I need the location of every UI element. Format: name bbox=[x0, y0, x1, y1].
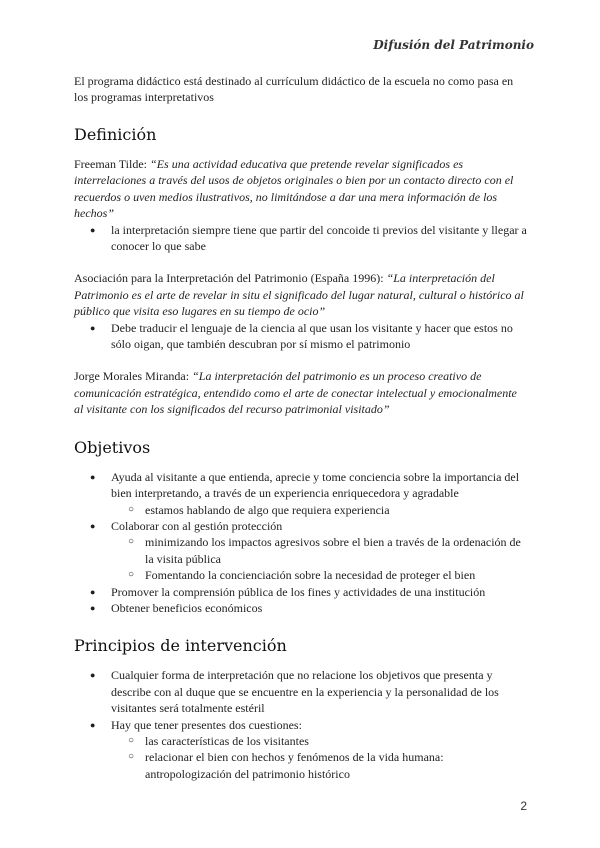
circle-bullet-icon: ○ bbox=[128, 536, 135, 548]
list-item: ● Hay que tener presentes dos cuestiones: ○ las características de los visitantes ○ relacionar el bien con hechos y fenómenos de la vida humana: antropologización del patrimonio histórico bbox=[74, 717, 529, 783]
asociacion-bullets bbox=[74, 320, 529, 353]
heading-objetivos: Objetivos bbox=[74, 437, 151, 457]
bullet-icon: ● bbox=[90, 586, 96, 597]
quote-morales: “La interpretación del patrimonio es un proceso creativo de comunicación estratégica, entendido como el arte de conectar intelectual y emocionalmente al visitante con los significados del recurso patrimonial visitado” bbox=[74, 369, 517, 417]
list-item: ○ minimizando los impactos agresivos sobre el bien a través de la ordenación de la visita pública bbox=[128, 535, 521, 566]
page-body bbox=[74, 73, 529, 782]
list-item: ● Cualquier forma de interpretación que no relacione los objetivos que presenta y describe con al duque que se encuentre en la experiencia y la personalidad de los visitantes será totalmente estéril bbox=[90, 668, 499, 716]
bullet-icon: ● bbox=[90, 719, 96, 730]
circle-bullet-icon: ○ bbox=[128, 569, 135, 581]
page-number: 2 bbox=[520, 799, 527, 813]
circle-bullet-icon: ○ bbox=[128, 503, 135, 515]
principios-list bbox=[74, 667, 529, 782]
list-item: ● Ayuda al visitante a que entienda, aprecie y tome conciencia sobre la importancia del bien interpretando, a través de un experiencia enriquecedora y agradable ○ estamos hablando de algo que requiera experiencia bbox=[74, 469, 529, 518]
tilden-bullets bbox=[74, 222, 529, 255]
definition-morales bbox=[74, 368, 529, 417]
bullet-icon: ● bbox=[90, 322, 96, 333]
heading-principios: Principios de intervención bbox=[74, 636, 287, 656]
running-header: Difusión del Patrimonio bbox=[373, 38, 534, 52]
objetivos-sublist bbox=[111, 502, 529, 518]
bullet-icon: ● bbox=[90, 224, 96, 235]
principios-sublist bbox=[111, 733, 529, 782]
list-item: ○ estamos hablando de algo que requiera experiencia bbox=[128, 502, 390, 517]
intro-paragraph: El programa didáctico está destinado al currículum didáctico de la escuela no como pasa en los programas interpretativos bbox=[74, 74, 514, 105]
quote-asociacion: “La interpretación del Patrimonio es el arte de revelar in situ el significado del lugar natural, cultural o histórico al público que visita eso lugares en su tiempo de ocio” bbox=[74, 271, 524, 319]
bullet-icon: ● bbox=[90, 670, 96, 681]
list-item: ● la interpretación siempre tiene que partir del concoide ti previos del visitante y llegar a conocer lo que sabe bbox=[90, 222, 527, 254]
bullet-icon: ● bbox=[90, 520, 96, 531]
definition-tilden bbox=[74, 156, 529, 222]
quote-tilden: “Es una actividad educativa que pretende revelar significados es interrelaciones a través del usos de objetos originales o bien por un contacto directo con el recuerdos o uven medios ilustrativos, no limitándose a dar una mera información de los hechos” bbox=[74, 157, 514, 221]
objetivos-sublist bbox=[111, 534, 529, 583]
list-item: ● Debe traducir el lenguaje de la ciencia al que usan los visitante y hacer que estos no sólo oigan, que también descubran por sí mismo el patrimonio bbox=[90, 320, 513, 352]
circle-bullet-icon: ○ bbox=[128, 734, 135, 746]
list-item: ● Promover la comprensión pública de los fines y actividades de una institución bbox=[90, 584, 486, 599]
list-item: ○ relacionar el bien con hechos y fenómenos de la vida humana: antropologización del patrimonio histórico bbox=[128, 750, 444, 781]
definition-asociacion bbox=[74, 270, 529, 319]
list-item: ● Colaborar con al gestión protección ○ minimizando los impactos agresivos sobre el bien a través de la ordenación de la visita pública ○ Fomentando la concienciación sobre la necesidad de proteger el bien bbox=[74, 518, 529, 584]
list-item: ○ las características de los visitantes bbox=[128, 733, 309, 748]
list-item: ○ Fomentando la concienciación sobre la necesidad de proteger el bien bbox=[128, 568, 476, 583]
author-asociacion: Asociación para la Interpretación del Patrimonio (España 1996): bbox=[74, 271, 387, 286]
circle-bullet-icon: ○ bbox=[128, 751, 135, 763]
bullet-icon: ● bbox=[90, 602, 96, 613]
heading-definicion: Definición bbox=[74, 125, 157, 144]
author-morales: Jorge Morales Miranda: bbox=[74, 369, 193, 384]
list-item: ● Obtener beneficios económicos bbox=[90, 600, 263, 615]
objetivos-list bbox=[74, 469, 529, 617]
author-tilden: Freeman Tilde: bbox=[74, 157, 151, 171]
bullet-icon: ● bbox=[90, 471, 96, 482]
intro-block bbox=[74, 73, 529, 105]
